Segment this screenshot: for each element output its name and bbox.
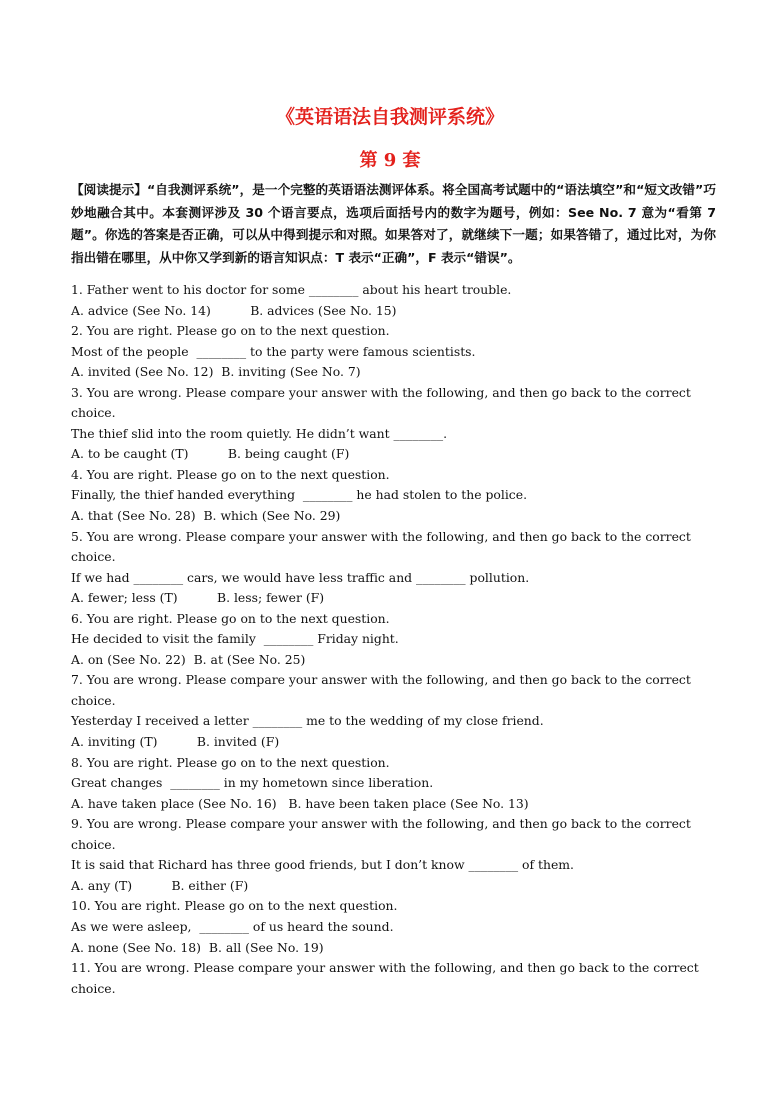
text-line: choice.: [71, 836, 116, 852]
text-line: 10. You are right. Please go on to the next question.: [71, 898, 398, 914]
text-line: A. to be caught (T) B. being caught (F): [71, 446, 350, 462]
text-line: 7. You are wrong. Please compare your answer with the following, and then go back to the correct: [71, 672, 691, 688]
text-line: choice.: [71, 549, 116, 565]
text-line: Great changes ________ in my hometown since liberation.: [71, 775, 434, 791]
text-line: A. fewer; less (T) B. less; fewer (F): [71, 590, 325, 606]
text-line: A. none (See No. 18) B. all (See No. 19): [71, 939, 324, 955]
text-line: 4. You are right. Please go on to the next question.: [71, 466, 390, 482]
text-line: Most of the people ________ to the party were famous scientists.: [71, 343, 476, 359]
text-line: A. invited (See No. 12) B. inviting (See No. 7): [71, 364, 361, 380]
text-line: 11. You are wrong. Please compare your answer with the following, and then go back to the correct: [71, 960, 699, 976]
text-line: As we were asleep, ________ of us heard the sound.: [71, 918, 394, 934]
document-title: 《英语语法自我测评系统》: [275, 106, 504, 128]
text-line: 6. You are right. Please go on to the next question.: [71, 610, 390, 626]
text-line: choice.: [71, 692, 116, 708]
text-line: 3. You are wrong. Please compare your answer with the following, and then go back to the correct: [71, 384, 691, 400]
set-number-heading: 第 9 套: [359, 150, 421, 171]
text-line: choice.: [71, 405, 116, 421]
text-line: Yesterday I received a letter ________ me to the wedding of my close friend.: [71, 713, 544, 729]
text-line: A. inviting (T) B. invited (F): [71, 734, 280, 750]
text-line: A. on (See No. 22) B. at (See No. 25): [71, 651, 306, 667]
text-line: A. any (T) B. either (F): [71, 877, 249, 893]
question-list: [71, 280, 716, 999]
text-line: 9. You are wrong. Please compare your answer with the following, and then go back to the correct: [71, 816, 691, 832]
text-line: 2. You are right. Please go on to the next question.: [71, 323, 390, 339]
text-line: The thief slid into the room quietly. He didn’t want ________.: [71, 425, 448, 441]
reading-tip-paragraph: 【阅读提示】“自我测评系统”，是一个完整的英语语法测评体系。将全国高考试题中的“语法填空”和“短文改错”巧妙地融合其中。本套测评涉及 30 个语言要点，选项后面括号内的数字为题号，例如：See No. 7 意为“看第 7 题”。你选的答案是否正确，可以从中得到提示和对照。如果答对了，就继续下一题；如果答错了，通过比对，为你指出错在哪里，从中你又学到新的语言知识点：T 表示“正确”，F 表示“错误”。: [71, 182, 716, 265]
text-line: Finally, the thief handed everything ________ he had stolen to the police.: [71, 487, 528, 503]
text-line: He decided to visit the family ________ Friday night.: [71, 631, 399, 647]
text-line: A. have taken place (See No. 16) B. have been taken place (See No. 13): [71, 795, 529, 811]
text-line: choice.: [71, 980, 116, 996]
text-line: 1. Father went to his doctor for some ________ about his heart trouble.: [71, 282, 512, 297]
text-line: 5. You are wrong. Please compare your answer with the following, and then go back to the correct: [71, 528, 691, 544]
text-line: A. advice (See No. 14) B. advices (See No. 15): [71, 302, 397, 318]
text-line: 8. You are right. Please go on to the next question.: [71, 754, 390, 770]
text-line: If we had ________ cars, we would have less traffic and ________ pollution.: [71, 569, 530, 585]
text-line: It is said that Richard has three good friends, but I don’t know ________ of them.: [71, 857, 574, 873]
text-line: A. that (See No. 28) B. which (See No. 29): [71, 508, 341, 524]
